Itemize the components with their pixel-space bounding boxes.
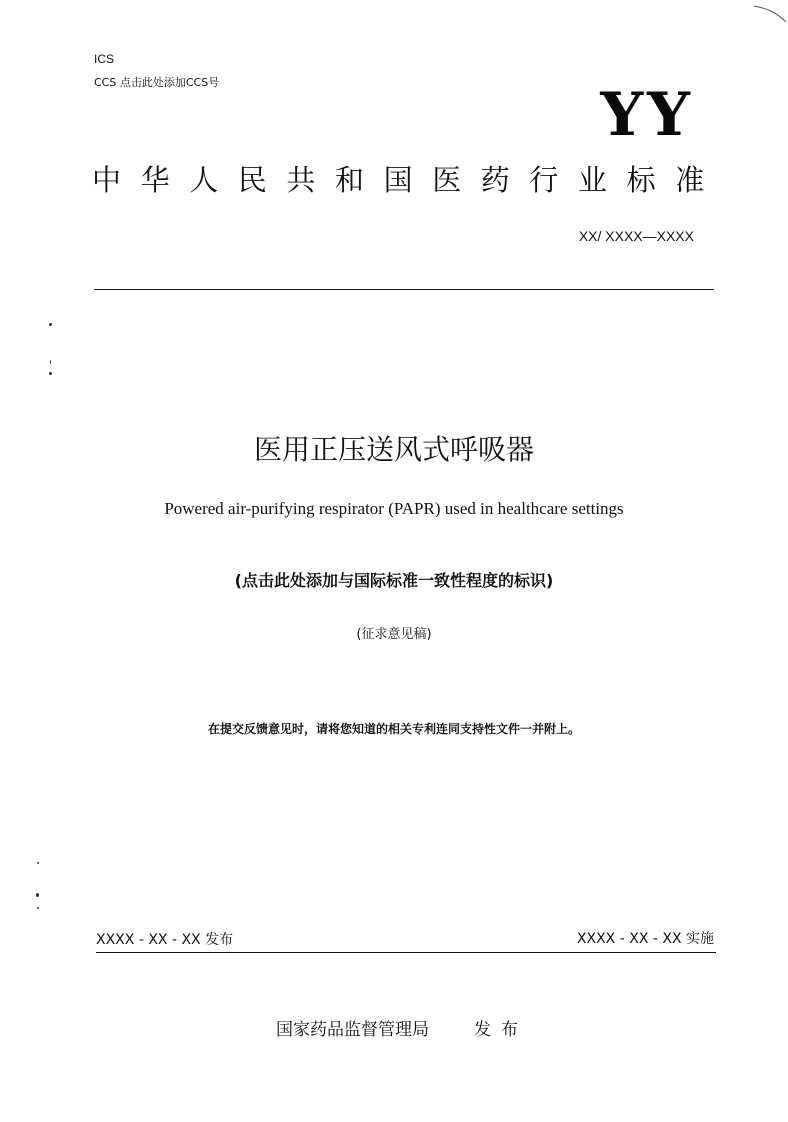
consistency-note[interactable]: (点击此处添加与国际标准一致性程度的标识) [234, 571, 554, 590]
document-title-chinese: 医用正压送风式呼吸器 [253, 433, 534, 466]
footer-divider [96, 952, 716, 953]
issue-date: XXXX - XX - XX 发布 [96, 932, 234, 948]
scan-speck [37, 862, 39, 864]
implementation-date: XXXX - XX - XX 实施 [576, 931, 714, 947]
scan-speck [49, 372, 52, 375]
scan-mark-corner [750, 0, 788, 30]
patent-notice: 在提交反馈意见时，请将您知道的相关专利连同支持性文件一并附上。 [207, 722, 580, 736]
document-title-english: Powered air-purifying respirator (PAPR) used in healthcare settings [164, 499, 624, 518]
standard-number: XX/ XXXX—XXXX [578, 228, 694, 244]
industry-code-logo: YY [600, 80, 694, 150]
publisher-name: 国家药品监督管理局 [276, 1020, 429, 1040]
scan-speck [49, 323, 52, 326]
scan-speck [37, 907, 39, 909]
draft-status: (征求意见稿) [356, 627, 432, 642]
header-divider [94, 289, 714, 290]
publish-label: 发布 [474, 1020, 528, 1040]
industry-standard-title: 中华人民共和国医药行业标准 [92, 163, 724, 197]
ics-label: ICS [94, 52, 115, 66]
scan-speck [50, 360, 51, 364]
ccs-label[interactable]: CCS 点击此处添加CCS号 [94, 76, 220, 89]
scan-speck [36, 893, 39, 897]
